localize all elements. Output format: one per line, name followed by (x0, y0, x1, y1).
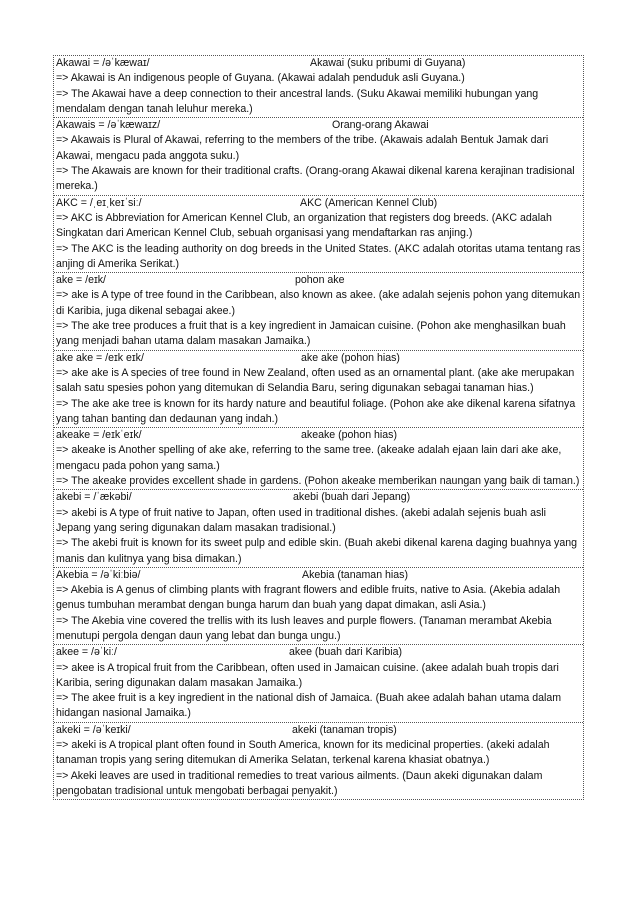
entry-term: Akawais = /əˈkæwaɪz/ (56, 119, 161, 132)
example-line: => The Akawais are known for their traditional crafts. (Orang-orang Akawai dikenal karena kerajinan tradisional mereka.) (56, 165, 575, 193)
entry-header (56, 56, 582, 71)
entry-header (56, 568, 582, 583)
example-line: => Akawai is An indigenous people of Guyana. (Akawai adalah penduduk asli Guyana.) (56, 72, 465, 85)
entry-term: ake ake = /eɪk eɪk/ (56, 351, 144, 364)
example-line: => ake ake is A species of tree found in New Zealand, often used as an ornamental plant. (ake ake merupakan salah satu spesies pohon yang ditemukan di Selandia Baru, sering digunakan sebagai tanaman hias.) (56, 366, 575, 395)
example-line: => AKC is Abbreviation for American Kennel Club, an organization that registers dog breeds. (AKC adalah Singkatan dari American Kennel Club, sebuah organisasi yang mendaftarkan ras anjing.) (56, 211, 552, 240)
example-line: => The AKC is the leading authority on dog breeds in the United States. (AKC adalah otoritas utama tentang ras anjing di Amerika Serikat.) (56, 242, 581, 270)
entry-header (56, 196, 582, 211)
entry-header (56, 490, 582, 505)
entry-header (56, 273, 582, 288)
example-line: => Akawais is Plural of Akawai, referring to the members of the tribe. (Akawais adalah Bentuk Jamak dari Akawai, mengacu pada anggota suku.) (56, 134, 549, 162)
entry-translation: akeake (pohon hias) (301, 429, 397, 442)
entry-header (56, 428, 582, 443)
entry-translation: Akebia (tanaman hias) (302, 568, 408, 581)
entry-translation: Akawai (suku pribumi di Guyana) (310, 57, 466, 69)
entry-translation: pohon ake (295, 274, 345, 287)
entry-term: ake = /eɪk/ (56, 274, 106, 287)
entry (54, 723, 583, 799)
entry (54, 568, 583, 645)
example-line: => The Akebia vine covered the trellis with its lush leaves and purple flowers. (Tanaman merambat Akebia menutupi pergola dengan daun yang lebat dan bunga ungu.) (56, 614, 552, 642)
entry-translation: akee (buah dari Karibia) (289, 646, 403, 659)
entry (54, 273, 583, 350)
example-line: => The ake ake tree is known for its hardy nature and beautiful foliage. (Pohon ake ake dikenal karena sifatnya yang tahan banting dan dedaunan yang indah.) (56, 397, 576, 425)
entry (54, 196, 583, 273)
entry (54, 351, 583, 428)
entry (54, 118, 583, 195)
entry-term: akebi = /ˈækəbi/ (56, 491, 132, 504)
entry-translation: akeki (tanaman tropis) (292, 723, 397, 736)
example-line: => The akebi fruit is known for its sweet pulp and edible skin. (Buah akebi dikenal karena daging buahnya yang manis dan kulitnya yang bisa dimakan.) (56, 537, 577, 565)
entry-translation: ake ake (pohon hias) (301, 351, 400, 364)
entry-term: AKC = /ˌeɪˌkeɪˈsiː/ (56, 196, 142, 209)
entry (54, 56, 583, 118)
example-line: => akee is A tropical fruit from the Caribbean, often used in Jamaican cuisine. (akee adalah buah tropis dari Karibia, sering digunakan dalam masakan Jamaika.) (56, 661, 559, 689)
entry-header (56, 118, 582, 133)
entry-term: akeake = /eɪkˈeɪk/ (56, 429, 142, 442)
entry-term: akeki = /əˈkeɪki/ (56, 723, 131, 736)
entry (54, 490, 583, 567)
entry-translation: AKC (American Kennel Club) (300, 196, 438, 209)
entry (54, 428, 583, 490)
entry-translation: Orang-orang Akawai (332, 119, 429, 132)
entry (54, 645, 583, 722)
entry-header (56, 645, 582, 660)
example-line: => The akeake provides excellent shade in gardens. (Pohon akeake memberikan naungan yang baik di taman.) (56, 475, 580, 488)
example-line: => The akee fruit is a key ingredient in the national dish of Jamaica. (Buah akee adalah bahan utama dalam hidangan nasional Jamaika.) (56, 692, 562, 720)
entry-translation: akebi (buah dari Jepang) (293, 491, 411, 504)
example-line: => akeki is A tropical plant often found in South America, known for its medicinal properties. (akeki adalah tanaman tropis yang sering ditemukan di Amerika Selatan, terkenal karena khasiat obatnya.) (56, 739, 550, 767)
example-line: => akeake is Another spelling of ake ake, referring to the same tree. (akeake adalah ejaan lain dari ake ake, mengacu pada pohon yang sama.) (56, 444, 562, 472)
dictionary-document (53, 55, 584, 800)
entry-header (56, 723, 582, 738)
example-line: => The ake tree produces a fruit that is a key ingredient in Jamaican cuisine. (Pohon ake menghasilkan buah yang menjadi bahan utama dalam masakan Jamaika.) (56, 320, 566, 348)
example-line: => The Akawai have a deep connection to their ancestral lands. (Suku Akawai memiliki hubungan yang mendalam dengan tanah leluhur mereka.) (56, 87, 539, 115)
example-line: => ake is A type of tree found in the Caribbean, also known as akee. (ake adalah sejenis pohon yang ditemukan di Karibia, juga dikenal sebagai akee.) (56, 289, 581, 317)
entry-term: Akebia = /əˈkiːbiə/ (56, 568, 141, 581)
example-line: => akebi is A type of fruit native to Japan, often used in traditional dishes. (akebi adalah sejenis buah asli Jepang yang sering digunakan dalam masakan tradisional.) (56, 506, 546, 534)
example-line: => Akebia is A genus of climbing plants with fragrant flowers and edible fruits, native to Asia. (Akebia adalah genus tumbuhan merambat dengan bunga harum dan buah yang dapat dimakan, asli Asia.) (56, 584, 561, 612)
entry-header (56, 351, 582, 366)
entry-term: akee = /əˈkiː/ (56, 646, 117, 659)
entry-term: Akawai = /əˈkæwaɪ/ (56, 57, 150, 69)
example-line: => Akeki leaves are used in traditional remedies to treat various ailments. (Daun akeki digunakan dalam pengobatan tradisional untuk mengobati berbagai penyakit.) (56, 769, 543, 797)
